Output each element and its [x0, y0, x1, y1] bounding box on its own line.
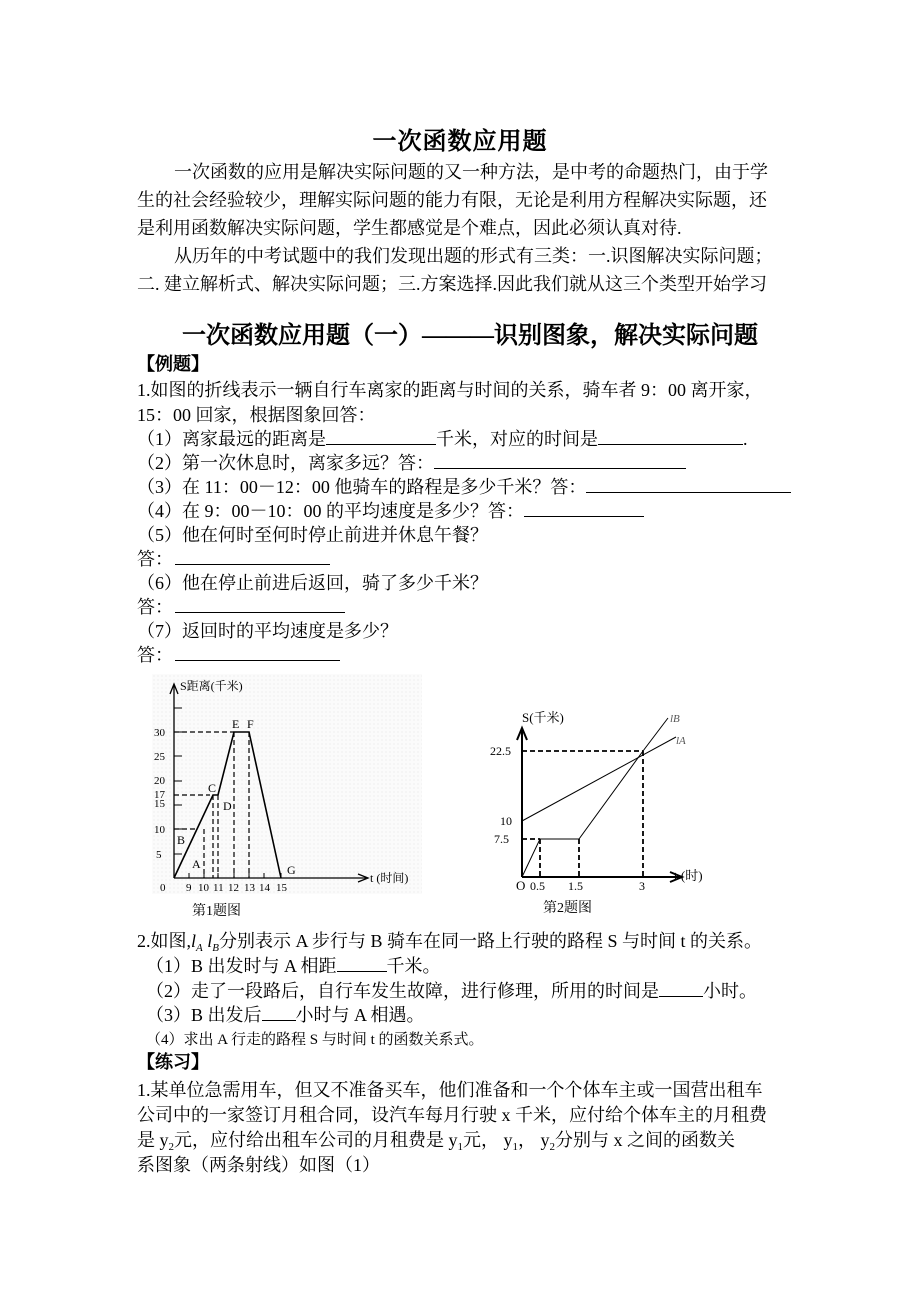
q1-part7-answer	[137, 643, 340, 667]
q2-part3	[146, 1003, 425, 1027]
svg-text:25: 25	[154, 751, 165, 763]
svg-text:10: 10	[500, 814, 512, 828]
figure-2-x-tick-labels	[530, 879, 645, 893]
text: 分别与 x 之间的函数关	[555, 1130, 735, 1150]
figure-1-chart	[152, 674, 422, 894]
q1-part6-blank[interactable]	[175, 596, 345, 613]
subscript: 2	[549, 1141, 555, 1153]
figure-2-caption: 第2题图	[543, 901, 592, 916]
q2-part2	[146, 979, 757, 1003]
q2-part3-text-a: （3）B 出发后	[146, 1005, 262, 1025]
svg-text:7.5: 7.5	[494, 832, 509, 846]
svg-text:C: C	[208, 781, 217, 795]
q1-part4-text: （4）在 9：00－10：00 的平均速度是多少？答：	[137, 501, 524, 521]
q2-stem-prefix: 2.如图,	[137, 931, 191, 951]
figure-1-caption: 第1题图	[192, 904, 241, 919]
answer-label: 答：	[137, 549, 173, 569]
q2-part1-text-a: （1）B 出发时与 A 相距	[146, 956, 337, 976]
figure-2-line-label-lB: lB	[670, 713, 680, 725]
practice-heading: 【练习】	[137, 1052, 209, 1072]
figure-2-chart	[490, 700, 730, 900]
figure-2-origin-label: O	[516, 878, 526, 893]
lB-symbol: l	[207, 931, 213, 951]
q2-part1	[146, 954, 441, 978]
practice1-line1: 1.某单位急需用车，但又不准备买车，他们准备和一个个体车主或一国营出租车	[137, 1080, 763, 1100]
svg-text:14: 14	[259, 882, 270, 894]
figure-2-line-label-lA: lA	[676, 735, 686, 747]
q1-part3-text: （3）在 11：00－12：00 他骑车的路程是多少千米？答：	[137, 477, 587, 497]
figure-1-origin-label: 0	[160, 882, 166, 894]
svg-text:20: 20	[154, 775, 165, 787]
figure-1-y-tick-labels	[154, 727, 166, 861]
subscript: 1	[512, 1141, 518, 1153]
text: 是 y	[137, 1130, 169, 1150]
q2-part1-blank[interactable]	[337, 955, 387, 972]
q1-part3	[137, 475, 791, 499]
svg-text:15: 15	[154, 798, 165, 810]
example-heading: 【例题】	[137, 354, 209, 374]
q2-part2-text-a: （2）走了一段路后，自行车发生故障，进行修理，所用的时间是	[146, 981, 659, 1001]
q1-part4	[137, 499, 644, 523]
svg-text:3: 3	[639, 879, 645, 893]
figure-1-svg	[152, 674, 422, 894]
q1-part4-blank[interactable]	[524, 500, 644, 517]
svg-text:30: 30	[154, 727, 165, 739]
figure-2-y-tick-labels	[490, 744, 512, 846]
svg-text:10: 10	[198, 882, 209, 894]
svg-text:D: D	[223, 799, 232, 813]
period: .	[743, 429, 748, 449]
q1-stem-line1: 1.如图的折线表示一辆自行车离家的距离与时间的关系，骑车者 9：00 离开家，	[137, 380, 763, 400]
svg-text:0.5: 0.5	[530, 879, 545, 893]
figure-1-x-axis-label: t (时间)	[370, 871, 409, 885]
section-title: 一次函数应用题（一）———识别图象，解决实际问题	[182, 323, 758, 349]
text: ， y	[518, 1130, 550, 1150]
page-title: 一次函数应用题	[372, 129, 548, 155]
intro-paragraph-1: 一次函数的应用是解决实际问题的又一种方法，是中考的命题热门，由于学生的社会经验较少，理解实际问题的能力有限，无论是利用方程解决实际题，还是利用函数解决实际问题，学生都感觉是个难点，因此必须认真对待.	[137, 162, 768, 238]
svg-text:15: 15	[276, 882, 287, 894]
intro-paragraph-2: 从历年的中考试题中的我们发现出题的形式有三类：一.识图解决实际问题；二. 建立解析式、解决实际问题；三.方案选择.因此我们就从这三个类型开始学习	[137, 246, 773, 294]
figure-1-x-tick-labels	[186, 882, 288, 894]
q1-part3-blank[interactable]	[586, 476, 791, 493]
q1-part1-blank-time[interactable]	[598, 428, 743, 445]
text: 元， y	[463, 1130, 513, 1150]
figure-2-x-axis-label: t (时)	[674, 868, 703, 883]
svg-text:5: 5	[156, 849, 162, 861]
lA-symbol: l	[191, 931, 197, 951]
answer-label: 答：	[137, 645, 173, 665]
lB-subscript: B	[212, 942, 219, 954]
svg-text:B: B	[177, 833, 186, 847]
answer-label: 答：	[137, 597, 173, 617]
q1-part5: （5）他在何时至何时停止前进并休息午餐？	[137, 525, 488, 545]
q1-part1-text-a: （1）离家最远的距离是	[137, 429, 326, 449]
q2-part3-text-b: 小时与 A 相遇。	[295, 1005, 425, 1025]
q1-stem-line2: 15：00 回家，根据图象回答：	[137, 405, 376, 425]
q1-part2-blank[interactable]	[434, 452, 686, 469]
q1-part7-blank[interactable]	[175, 644, 340, 661]
q2-stem-suffix: 分别表示 A 步行与 B 骑车在同一路上行驶的路程 S 与时间 t 的关系。	[219, 931, 763, 951]
svg-text:A: A	[192, 857, 201, 871]
svg-text:10: 10	[154, 824, 165, 836]
q2-part3-blank[interactable]	[262, 1004, 296, 1021]
svg-text:F: F	[247, 717, 254, 731]
svg-text:E: E	[232, 717, 240, 731]
q2-part4: （4）求出 A 行走的路程 S 与时间 t 的函数关系式。	[146, 1032, 484, 1048]
text: 元，应付给出租车公司的月租费是 y	[174, 1130, 458, 1150]
svg-text:17: 17	[154, 789, 165, 801]
q1-part1	[137, 427, 748, 451]
figure-1-y-axis-label: S距离(千米)	[180, 679, 243, 693]
q1-part5-answer	[137, 547, 330, 571]
practice1-line2: 公司中的一家签订月租合同，设汽车每月行驶 x 千米，应付给个体车主的月租费	[137, 1105, 767, 1125]
svg-text:9: 9	[186, 882, 192, 894]
svg-text:13: 13	[244, 882, 255, 894]
q1-part6: （6）他在停止前进后返回，骑了多少千米？	[137, 573, 488, 593]
lA-subscript: A	[196, 942, 203, 954]
q2-part1-text-b: 千米。	[386, 956, 441, 976]
q2-part2-blank[interactable]	[659, 980, 703, 997]
q2-part2-text-b: 小时。	[703, 981, 757, 1001]
figure-1-point-labels	[177, 717, 296, 877]
svg-text:11: 11	[213, 882, 224, 894]
svg-text:12: 12	[228, 882, 239, 894]
figure-2-y-axis-label: S(千米)	[522, 710, 564, 725]
subscript: 2	[168, 1141, 174, 1153]
q1-part1-text-b: 千米，对应的时间是	[436, 429, 598, 449]
q1-part1-blank-distance[interactable]	[326, 428, 436, 445]
q1-part2	[137, 451, 686, 475]
q1-part2-text: （2）第一次休息时，离家多远？答：	[137, 453, 434, 473]
q1-part5-blank[interactable]	[175, 548, 330, 565]
svg-text:1.5: 1.5	[568, 879, 583, 893]
figure-2-svg	[490, 700, 730, 900]
svg-text:G: G	[287, 863, 296, 877]
q1-part6-answer	[137, 595, 345, 619]
svg-text:22.5: 22.5	[490, 744, 511, 758]
q1-part7: （7）返回时的平均速度是多少？	[137, 621, 398, 641]
subscript: 1	[457, 1141, 463, 1153]
practice1-line4: 系图象（两条射线）如图（1）	[137, 1155, 380, 1175]
